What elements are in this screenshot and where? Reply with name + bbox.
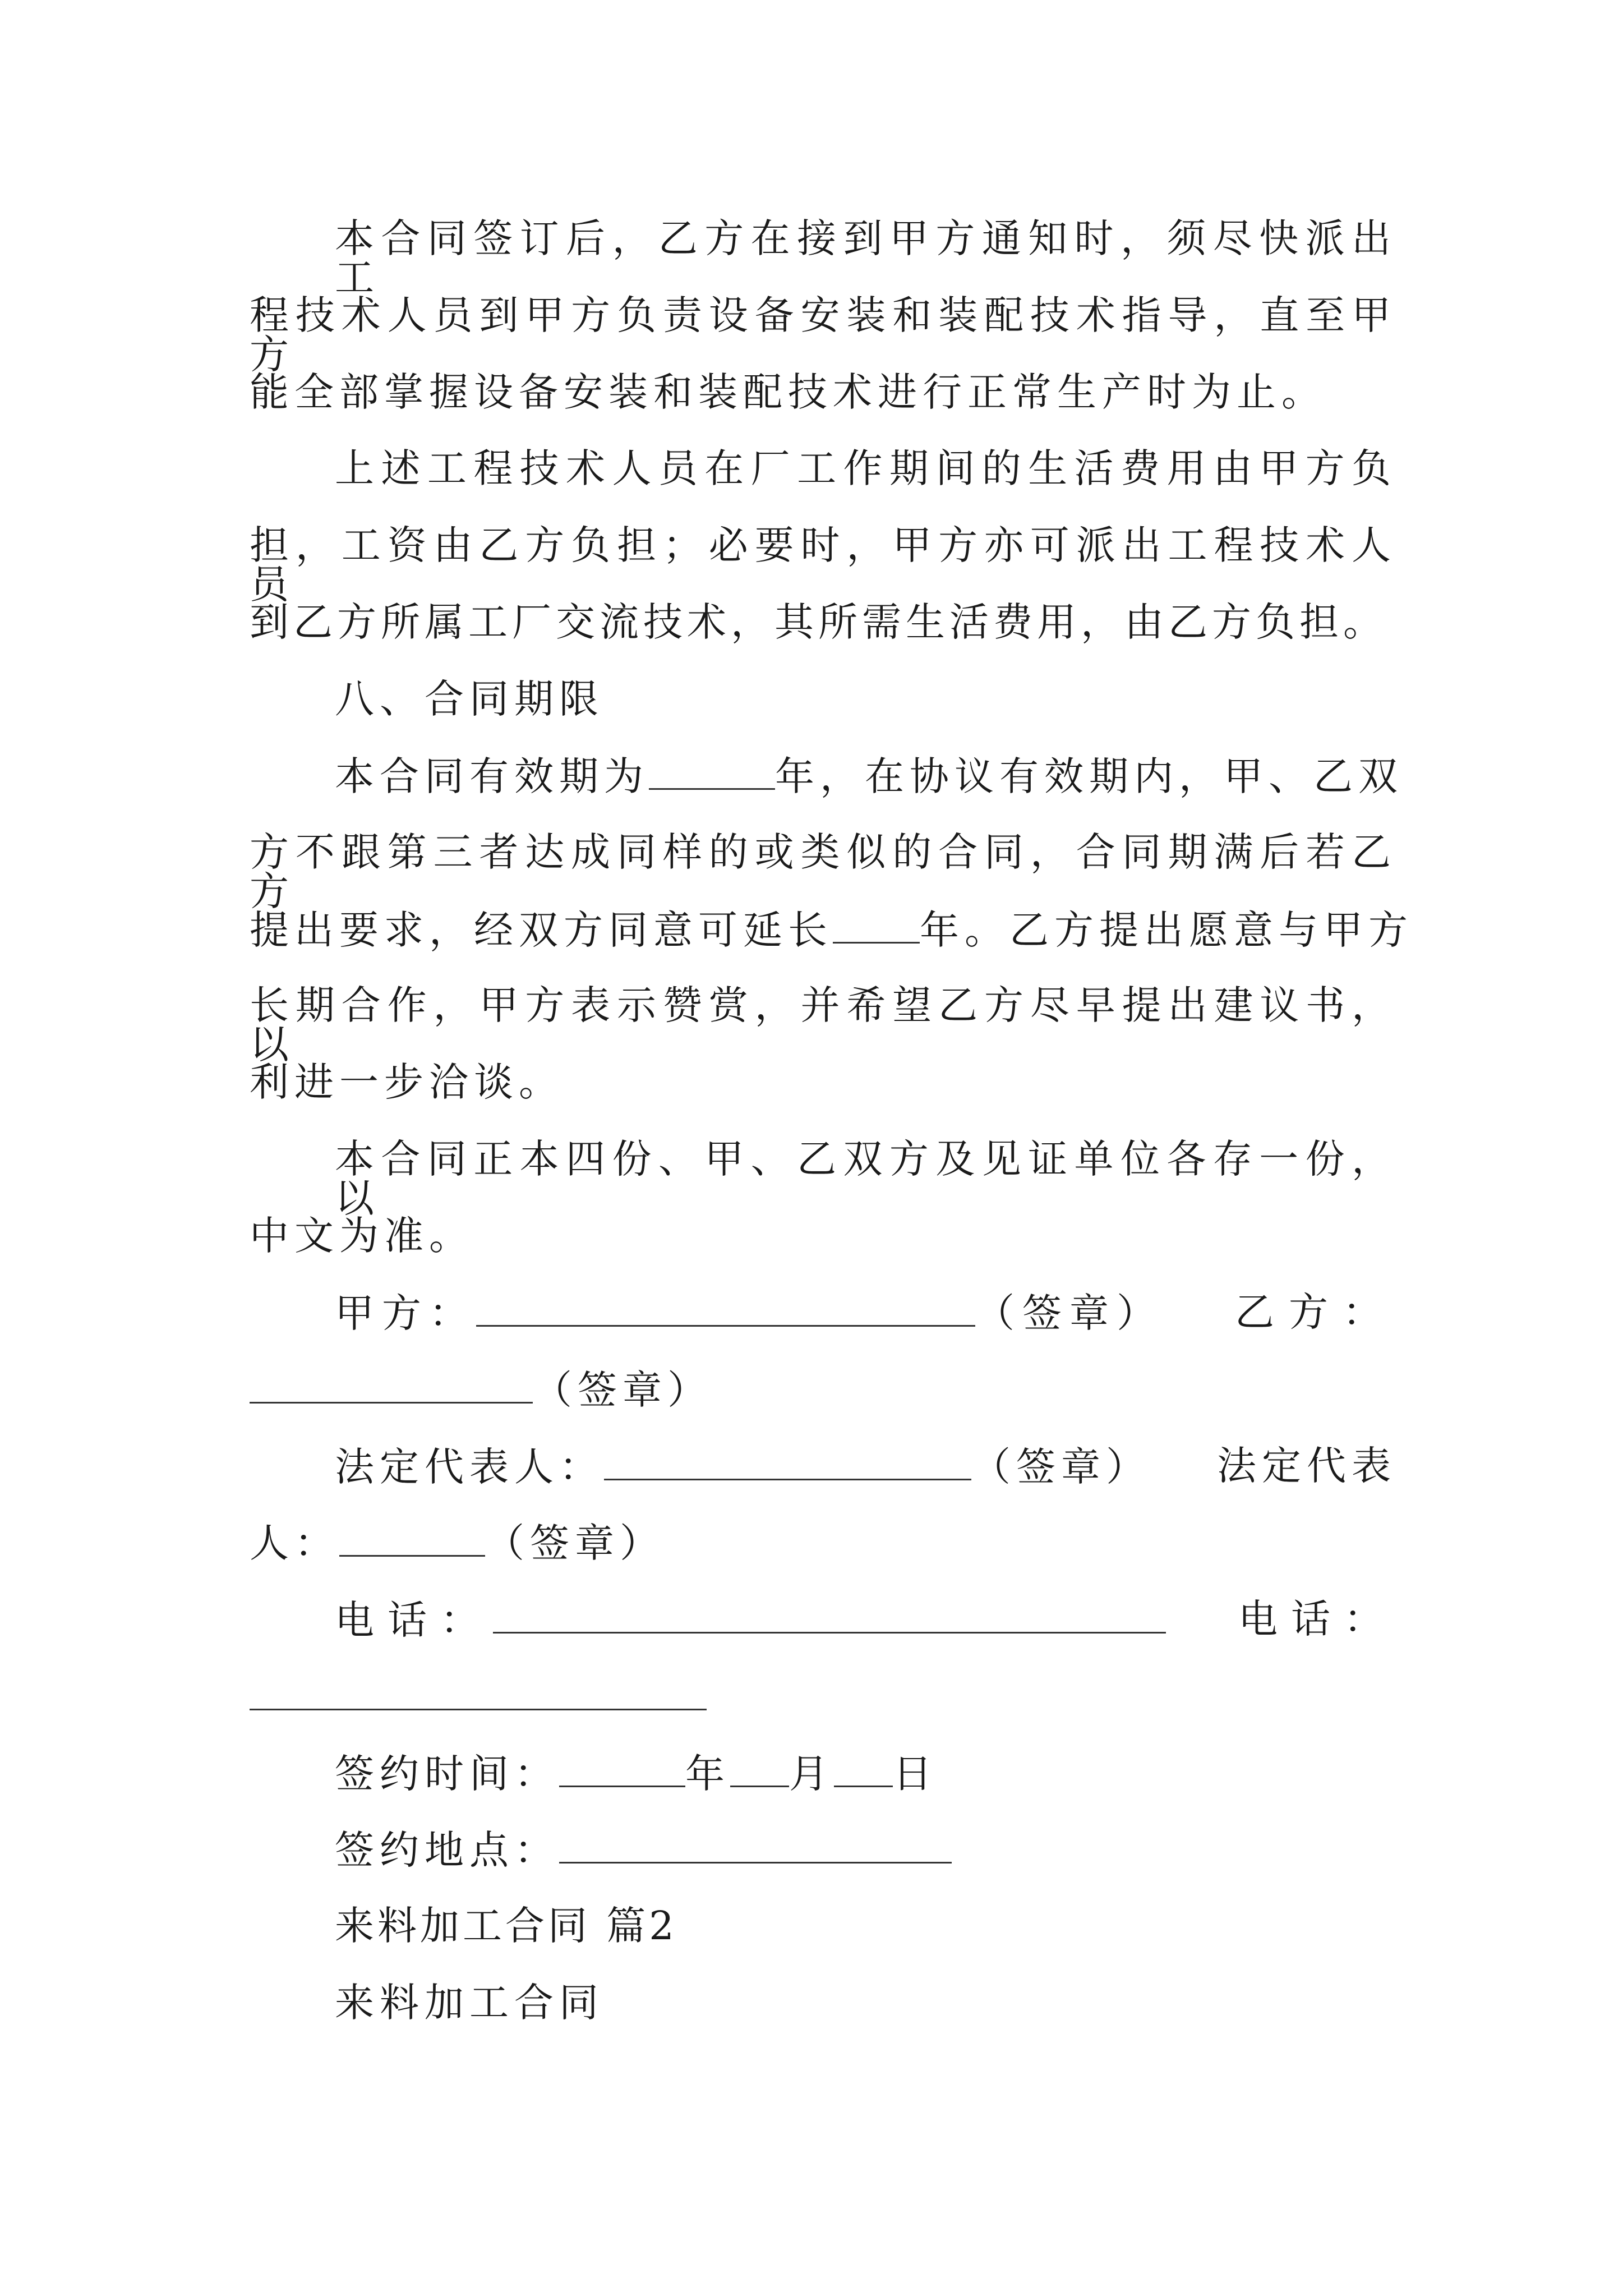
term-years-blank[interactable] <box>649 756 775 790</box>
paragraph-line: 方不跟第三者达成同样的或类似的合同，合同期满后若乙方 <box>250 829 1396 914</box>
phone-a-blank[interactable] <box>493 1599 1166 1634</box>
next-section-title: 来料加工合同 <box>335 1980 604 2026</box>
paragraph-line: 能全部掌握设备安装和装配技术进行正常生产时为止。 <box>250 369 1326 415</box>
sign-place-blank[interactable] <box>559 1829 952 1864</box>
legal-rep-b-blank[interactable] <box>339 1522 485 1557</box>
seal-label: （签章） <box>533 1367 712 1413</box>
paragraph-line: 到乙方所属工厂交流技术，其所需生活费用，由乙方负担。 <box>250 599 1387 645</box>
party-a-label: 甲方： <box>335 1290 476 1336</box>
phone-a-label: 电话： <box>335 1597 493 1643</box>
seal-label: （签章） <box>975 1290 1164 1336</box>
sign-month-blank[interactable] <box>730 1753 789 1787</box>
phone-b-label: 电话： <box>1238 1596 1396 1642</box>
party-b-blank[interactable] <box>250 1369 533 1404</box>
sign-year-blank[interactable] <box>559 1753 685 1787</box>
paragraph-line <box>335 753 1403 799</box>
paragraph-line: 本合同签订后，乙方在接到甲方通知时，须尽快派出工 <box>335 215 1396 301</box>
paragraph-line: 上述工程技术人员在厂工作期间的生活费用由甲方负 <box>335 445 1396 491</box>
year-label: 年 <box>685 1751 730 1797</box>
seal-label: （签章） <box>485 1520 665 1566</box>
legal-rep-b-label: 法定代表 <box>1217 1443 1396 1489</box>
paragraph-line <box>250 907 1413 953</box>
month-label: 月 <box>789 1751 834 1797</box>
term-text: 本合同有效期为 <box>335 753 649 799</box>
paragraph-line: 程技术人员到甲方负责设备安装和装配技术指导，直至甲方 <box>250 292 1396 378</box>
section-heading: 八、合同期限 <box>335 676 604 722</box>
paragraph-line: 长期合作，甲方表示赞赏，并希望乙方尽早提出建议书，以 <box>250 982 1396 1068</box>
phone-b-blank[interactable] <box>250 1676 707 1710</box>
signature-line <box>250 1520 1396 1566</box>
paragraph-line: 本合同正本四份、甲、乙双方及见证单位各存一份，以 <box>335 1136 1396 1221</box>
paragraph-line: 利进一步洽谈。 <box>250 1059 564 1105</box>
term-text: 年，在协议有效期内，甲、乙双 <box>775 753 1403 799</box>
signature-line <box>335 1751 1396 1797</box>
legal-rep-a-label: 法定代表人： <box>335 1444 604 1490</box>
paragraph-line: 中文为准。 <box>250 1213 474 1259</box>
sign-day-blank[interactable] <box>834 1753 893 1787</box>
sign-place-label: 签约地点： <box>335 1827 559 1873</box>
day-label: 日 <box>893 1751 938 1797</box>
next-section-heading: 来料加工合同 篇2 <box>335 1903 677 1949</box>
legal-rep-a-blank[interactable] <box>604 1446 971 1480</box>
seal-label: （签章） <box>971 1444 1151 1490</box>
signature-line <box>335 1827 1396 1873</box>
paragraph-line: 担，工资由乙方负担；必要时，甲方亦可派出工程技术人员 <box>250 522 1396 608</box>
sign-time-label: 签约时间： <box>335 1751 559 1797</box>
legal-rep-b-label: 人： <box>250 1520 339 1566</box>
party-b-label: 乙方： <box>1235 1289 1396 1335</box>
extension-years-blank[interactable] <box>833 909 920 944</box>
extension-text: 年。乙方提出愿意与甲方 <box>920 907 1413 953</box>
extension-text: 提出要求，经双方同意可延长 <box>250 907 833 953</box>
party-a-blank[interactable] <box>476 1292 975 1327</box>
signature-line <box>250 1676 1396 1717</box>
signature-line <box>250 1367 1396 1413</box>
